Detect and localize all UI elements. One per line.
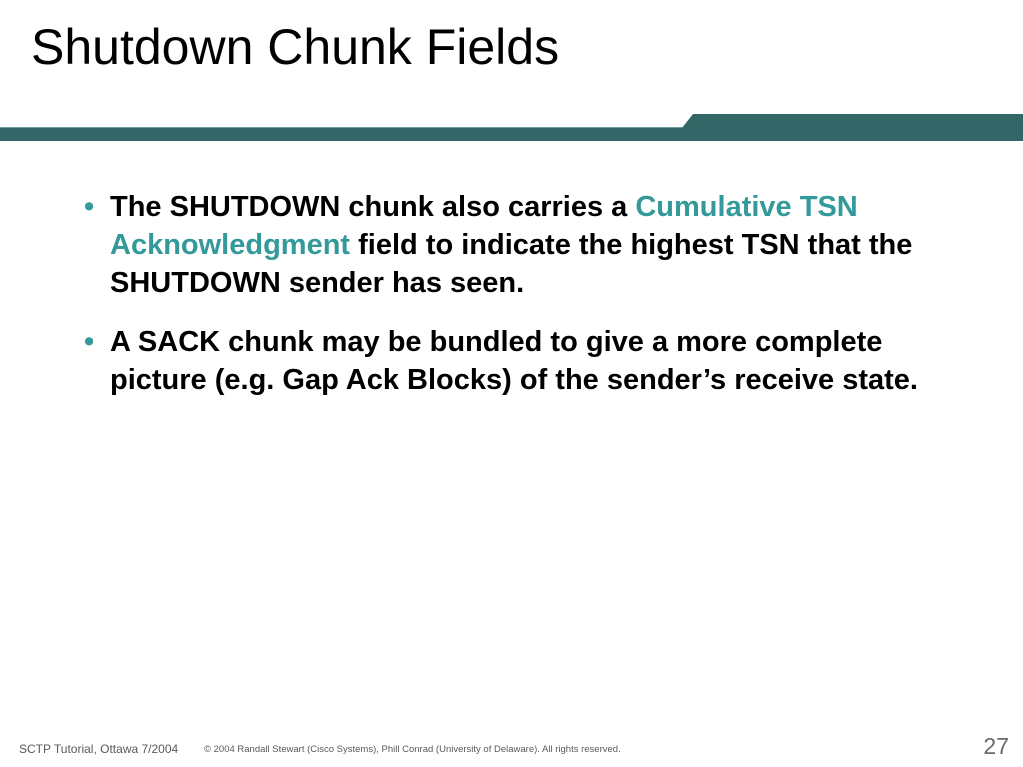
title-rule [0,112,1023,142]
bullet-text-continued: field to indicate the highest TSN that the SHUTDOWN sender has seen. [110,229,913,299]
bullet-text: A SACK chunk may be bundled to give a more complete picture (e.g. Gap Ack Blocks) of the sender’s receive state. [110,326,918,396]
slide-title: Shutdown Chunk Fields [31,19,560,75]
page-number: 27 [983,733,1009,759]
bullet-item [84,323,924,399]
bullet-dot-icon: • [84,191,95,223]
footer-presentation-info: SCTP Tutorial, Ottawa 7/2004 [19,742,179,756]
footer-copyright: © 2004 Randall Stewart (Cisco Systems), Phill Conrad (University of Delaware). All rights reserved. [204,744,621,755]
bullet-highlight-term: Cumulative TSN Acknowledgment [110,191,858,261]
bullet-text: The SHUTDOWN chunk also carries a [110,191,636,223]
bullet-item [84,188,924,302]
slide-body [84,188,924,420]
bullet-dot-icon: • [84,326,95,358]
bullet-list [84,188,924,399]
